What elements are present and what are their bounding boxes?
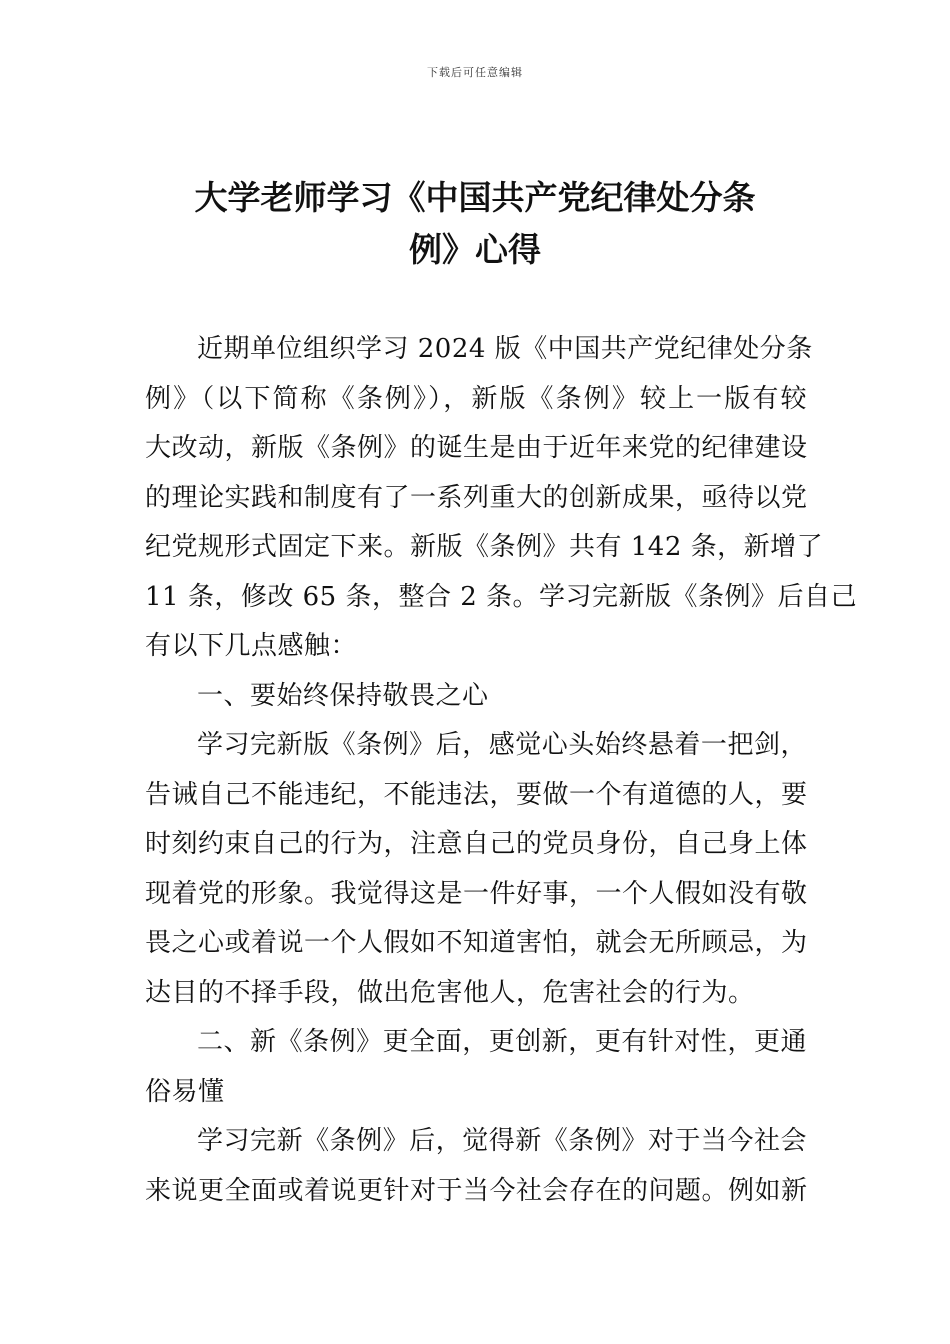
text-line: 告诫自己不能违纪，不能违法，要做一个有道德的人，要: [145, 779, 808, 810]
title-line-1: 大学老师学习《中国共产党纪律处分条: [194, 178, 756, 217]
text-line: 的理论实践和制度有了一系列重大的创新成果，亟待以党: [145, 482, 808, 513]
text-line: 11 条，修改 65 条，整合 2 条。学习完新版《条例》后自己: [145, 581, 858, 612]
header-note: 下载后可任意编辑: [427, 66, 523, 79]
text-line: 一、要始终保持敬畏之心: [197, 680, 489, 711]
text-line: 畏之心或着说一个人假如不知道害怕，就会无所顾忌，为: [145, 928, 808, 958]
text-line: 纪党规形式固定下来。新版《条例》共有 142 条，新增了: [145, 532, 824, 562]
text-line: 二、新《条例》更全面，更创新，更有针对性，更通: [197, 1027, 807, 1057]
text-line: 俗易懂: [145, 1076, 225, 1107]
page-title: [150, 172, 800, 276]
text-line: 学习完新《条例》后，觉得新《条例》对于当今社会: [197, 1126, 807, 1156]
document-body: [145, 325, 858, 1216]
paragraph-intro: [145, 325, 858, 672]
section-heading-1: [145, 672, 807, 722]
text-line: 近期单位组织学习 2024 版《中国共产党纪律处分条: [197, 334, 813, 364]
text-line: 来说更全面或着说更针对于当今社会存在的问题。例如新: [145, 1175, 808, 1206]
section-heading-2: [145, 1018, 807, 1117]
paragraph-section-2: [145, 1117, 807, 1216]
text-line: 有以下几点感触：: [145, 631, 358, 661]
text-line: 大改动，新版《条例》的诞生是由于近年来党的纪律建设: [145, 433, 808, 463]
paragraph-section-1: [145, 721, 807, 1018]
text-line: 现着党的形象。我觉得这是一件好事，一个人假如没有敬: [145, 878, 808, 909]
text-line: 例》（以下简称《条例》），新版《条例》较上一版有较: [145, 383, 807, 414]
text-line: 学习完新版《条例》后，感觉心头始终悬着一把剑，: [197, 730, 807, 760]
title-line-2: 例》心得: [409, 230, 541, 269]
text-line: 达目的不择手段，做出危害他人，危害社会的行为。: [145, 977, 755, 1008]
text-line: 时刻约束自己的行为，注意自己的党员身份，自己身上体: [145, 829, 808, 859]
